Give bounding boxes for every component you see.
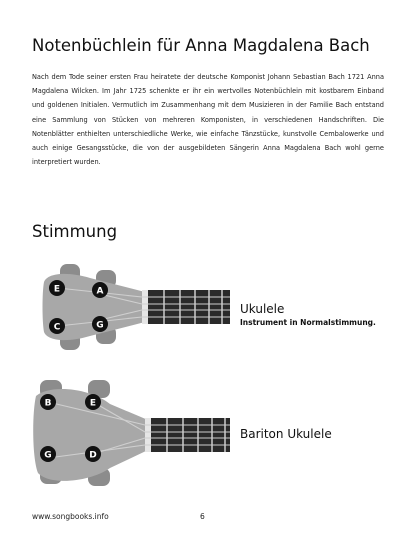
bariton-ukulele-headstock-diagram — [30, 378, 230, 490]
fretboard — [151, 418, 230, 452]
page-title: Notenbüchlein für Anna Magdalena Bach — [32, 36, 370, 55]
tuner-label-top-right: E — [89, 398, 97, 409]
tuner-label-bottom-left: G — [44, 450, 52, 461]
tuner-top-left — [49, 280, 65, 296]
footer-url: www.songbooks.info — [32, 512, 109, 521]
tuner-bottom-left — [49, 318, 65, 334]
ukulele-headstock-diagram — [30, 262, 230, 352]
tuner-label-top-left: E — [53, 284, 61, 295]
nut — [145, 418, 151, 452]
tuner-label-bottom-right: D — [89, 450, 97, 461]
tuner-top-right — [85, 394, 101, 410]
tuner-label-top-right: A — [96, 286, 104, 297]
tuner-label-top-left: B — [44, 398, 52, 409]
fretboard — [148, 290, 230, 324]
intro-paragraph: Nach dem Tode seiner ersten Frau heiratete der deutsche Komponist Johann Sebastian Bach 1721 Anna Magdalena Wilcken. Im Jahr 1725 schenkte er ihr ein wertvolles Notenbüchlein mit kostbarem Einband und goldenen Initialen. Vermutlich im Zusammenhang mit dem Musizieren in der Familie Bach entstand eine Sammlung von Stücken von mehreren Komponisten, in verschiedenen Handschriften. Die Notenblätter enthielten unterschiedliche Werke, wie einfache Tänzstücke, kunstvolle Cembalowerke und auch einige Gesangsstücke, die von der ausgebildeten Sängerin Anna Magdalena Bach wohl gerne interpretiert wurden. — [32, 73, 384, 167]
instrument-name-ukulele: Ukulele — [240, 302, 285, 316]
tuner-top-left — [40, 394, 56, 410]
page-number: 6 — [200, 512, 205, 521]
tuner-bottom-right — [85, 446, 101, 462]
tuner-label-bottom-right: G — [96, 320, 104, 331]
instrument-description-ukulele: Instrument in Normalstimmung. — [240, 318, 376, 327]
tuner-bottom-left — [40, 446, 56, 462]
tuner-top-right — [92, 282, 108, 298]
section-title-stimmung: Stimmung — [32, 222, 118, 241]
tuner-bottom-right — [92, 316, 108, 332]
nut — [142, 290, 148, 324]
instrument-name-bariton-ukulele: Bariton Ukulele — [240, 427, 332, 441]
tuner-label-bottom-left: C — [53, 322, 61, 333]
